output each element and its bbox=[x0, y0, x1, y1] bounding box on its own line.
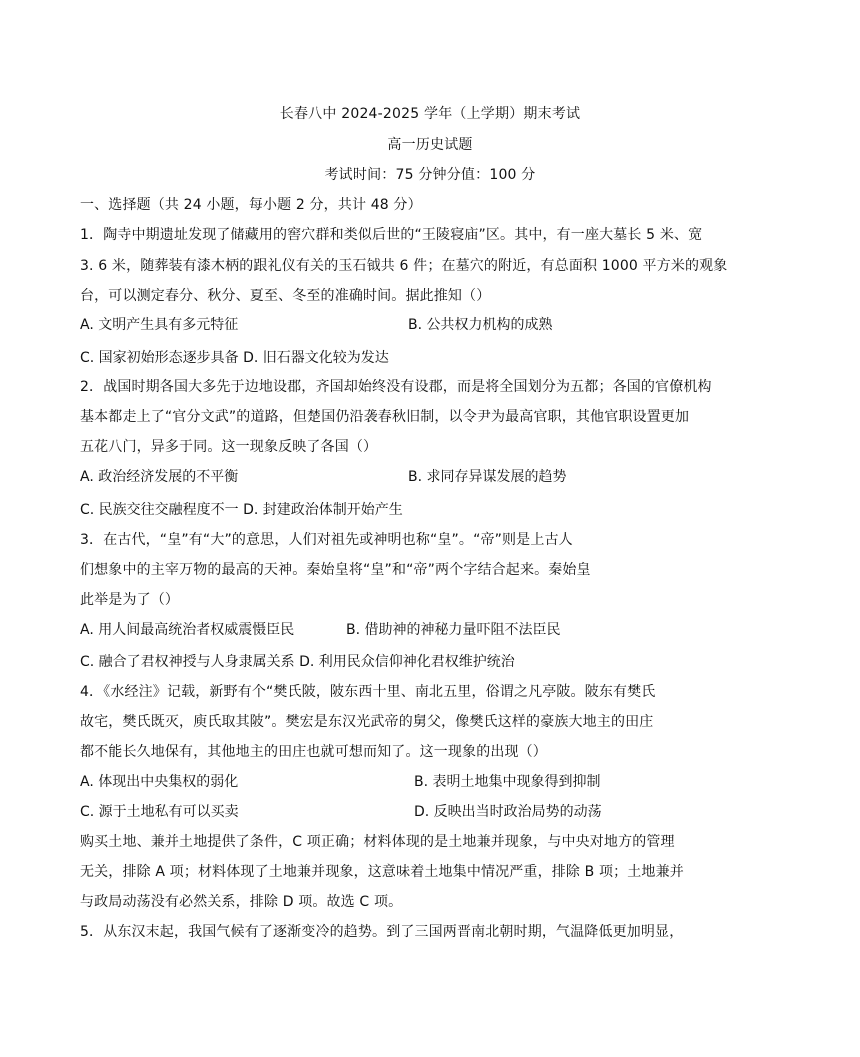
option-a: A. 文明产生具有多元特征 bbox=[80, 317, 239, 333]
option-a: A. 政治经济发展的不平衡 bbox=[80, 469, 239, 485]
question-line: 故宅，樊氏既灭，庾氏取其陂”。樊宏是东汉光武帝的舅父，像樊氏这样的豪族大地主的田庄 bbox=[80, 714, 654, 730]
option-a: A. 体现出中央集权的弱化 bbox=[80, 774, 239, 790]
exam-info: 考试时间：75 分钟分值：100 分 bbox=[324, 167, 536, 183]
section-heading: 一、选择题（共 24 小题，每小题 2 分，共计 48 分） bbox=[80, 197, 422, 213]
explanation-line: 无关，排除 A 项；材料体现了土地兼并现象，这意味着土地集中情况严重，排除 B 项；土地兼并 bbox=[80, 864, 684, 880]
question-line: 五花八门，异多于同。这一现象反映了各国（） bbox=[80, 439, 378, 455]
option-b: B. 借助神的神秘力量吓阻不法臣民 bbox=[346, 622, 561, 638]
option-b: B. 公共权力机构的成熟 bbox=[408, 317, 553, 333]
question-line: 3．在古代，“皇”有“大”的意思，人们对祖先或神明也称“皇”。“帝”则是上古人 bbox=[80, 532, 573, 548]
question-line: 1．陶寺中期遗址发现了储藏用的窖穴群和类似后世的“王陵寝庙”区。其中，有一座大墓长 5 米、宽 bbox=[80, 227, 703, 243]
option-c: C. 源于土地私有可以买卖 bbox=[80, 804, 239, 820]
option-d: D. 反映出当时政治局势的动荡 bbox=[414, 804, 602, 820]
option-c-d: C. 国家初始形态逐步具备 D. 旧石器文化较为发达 bbox=[80, 350, 389, 366]
option-b: B. 表明土地集中现象得到抑制 bbox=[414, 774, 601, 790]
option-c-d: C. 民族交往交融程度不一 D. 封建政治体制开始产生 bbox=[80, 502, 403, 518]
option-c-d: C. 融合了君权神授与人身隶属关系 D. 利用民众信仰神化君权维护统治 bbox=[80, 654, 515, 670]
explanation-line: 与政局动荡没有必然关系，排除 D 项。故选 C 项。 bbox=[80, 894, 403, 910]
question-line: 此举是为了（） bbox=[80, 592, 180, 608]
option-a: A. 用人间最高统治者权威震慑臣民 bbox=[80, 622, 295, 638]
question-line: 3. 6 米，随葬装有漆木柄的跟礼仪有关的玉石钺共 6 件；在墓穴的附近，有总面积 1000 平方米的观象 bbox=[80, 258, 728, 274]
question-line: 基本都走上了“官分文武”的道路，但楚国仍沿袭春秋旧制，以令尹为最高官职，其他官职设置更加 bbox=[80, 409, 690, 425]
exam-title: 长春八中 2024-2025 学年（上学期）期末考试 bbox=[279, 106, 581, 122]
question-line: 4．《水经注》记载，新野有个“樊氏陂，陂东西十里、南北五里，俗谓之凡亭陂。陂东有樊氏 bbox=[80, 684, 656, 700]
explanation-line: 购买土地、兼并土地提供了条件，C 项正确；材料体现的是土地兼并现象，与中央对地方的管理 bbox=[80, 834, 675, 850]
question-line: 2．战国时期各国大多先于边地设郡，齐国却始终没有设郡，而是将全国划分为五都；各国的官僚机构 bbox=[80, 379, 712, 395]
question-line: 们想象中的主宰万物的最高的天神。秦始皇将“皇”和“帝”两个字结合起来。秦始皇 bbox=[80, 562, 591, 578]
question-line: 台，可以测定春分、秋分、夏至、冬至的准确时间。据此推知（） bbox=[80, 288, 491, 304]
option-b: B. 求同存异谋发展的趋势 bbox=[408, 469, 567, 485]
question-5: 5．从东汉末起，我国气候有了逐渐变冷的趋势。到了三国两晋南北朝时期，气温降低更加明显， bbox=[80, 924, 684, 940]
question-line: 都不能长久地保有，其他地主的田庄也就可想而知了。这一现象的出现（） bbox=[80, 744, 547, 760]
subject-title: 高一历史试题 bbox=[387, 137, 473, 153]
